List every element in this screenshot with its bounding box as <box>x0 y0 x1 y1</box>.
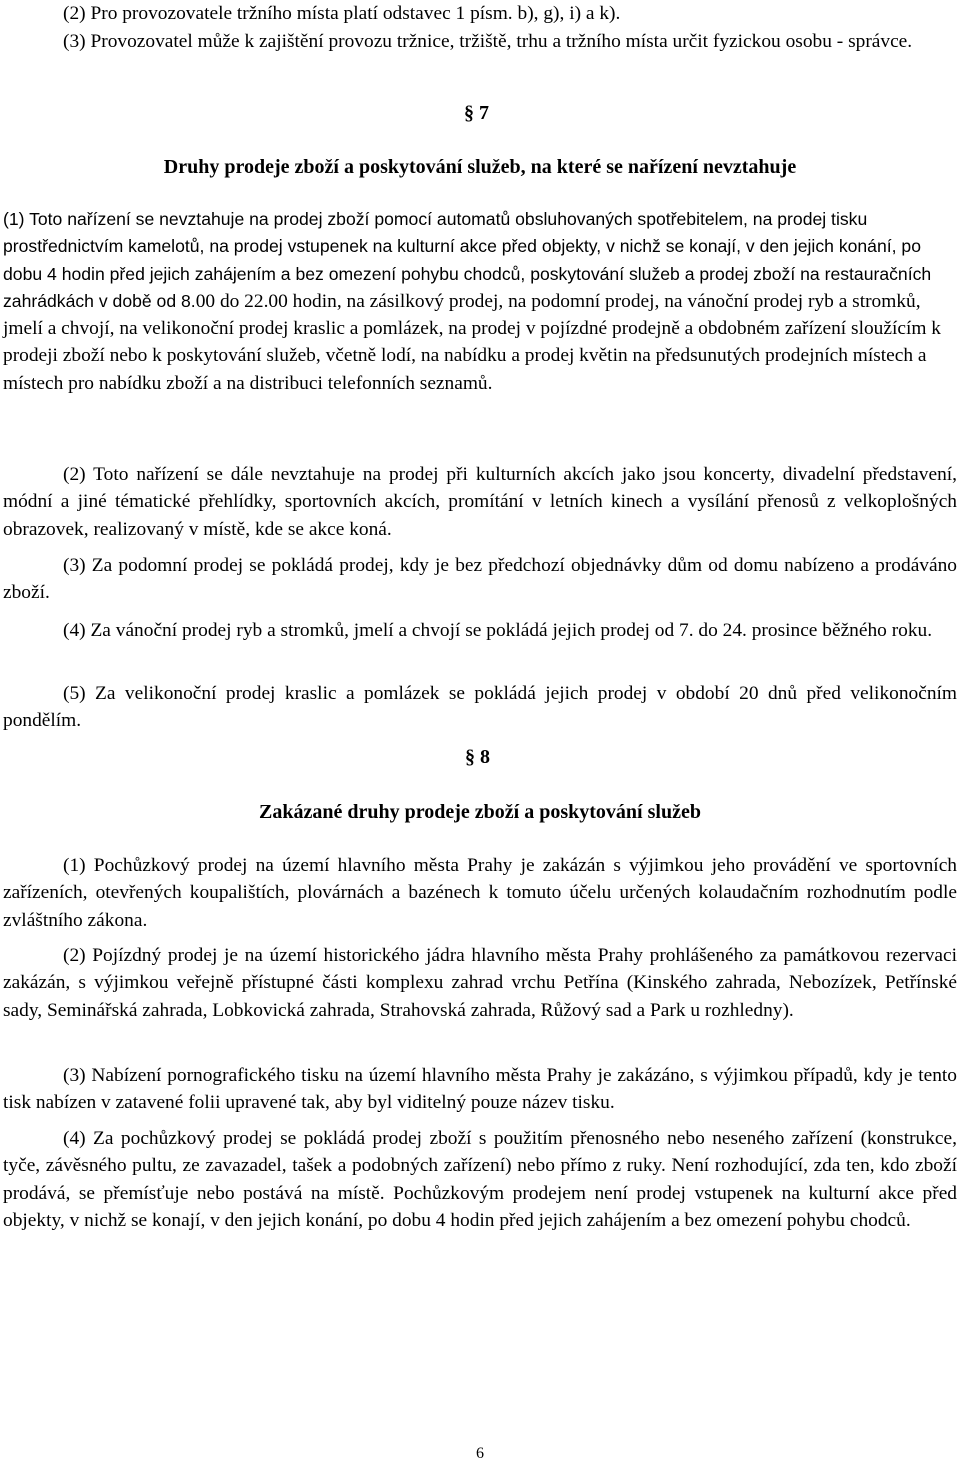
section-8-paragraph-3: (3) Nabízení pornografického tisku na území hlavního města Prahy je zakázáno, s výjimkou případů, kdy je tento tisk nabízen v zatavené folii upravené tak, aby byl viditelný pouze název tisku. <box>3 1065 957 1114</box>
section-7-paragraph-2: (2) Toto nařízení se dále nevztahuje na prodej při kulturních akcích jako jsou koncerty, divadelní představení, módní a jiné tématické přehlídky, sportovních akcích, promítání v letních kinech a vysílání přenosů z velkoplošných obrazovek, realizovaný v místě, kde se akce koná. <box>3 464 957 540</box>
section-7-paragraph-5: (5) Za velikonoční prodej kraslic a pomlázek se pokládá jejich prodej v období 20 dnů před velikonočním pondělím. <box>3 683 957 732</box>
section-7-title: Druhy prodeje zboží a poskytování služeb, na které se nařízení nevztahuje <box>163 156 797 178</box>
section-7-paragraph-1 <box>3 206 957 397</box>
section-7-paragraph-3: (3) Za podomní prodej se pokládá prodej, kdy je bez předchozí objednávky dům od domu nabízeno a prodáváno zboží. <box>3 555 957 604</box>
section-8-mark: § 8 <box>465 746 490 768</box>
paragraph-top-3: (3) Provozovatel může k zajištění provozu tržnice, tržiště, trhu a tržního místa určit fyzickou osobu - správce. <box>63 31 913 52</box>
section-8-paragraph-2: (2) Pojízdný prodej je na území historického jádra hlavního města Prahy prohlášeného za památkovou rezervaci zakázán, s výjimkou veřejně přístupné části komplexu zahrad vrchu Petřína (Kinského zahrada, Nebozízek, Petřínské sady, Seminářská zahrada, Lobkovická zahrada, Strahovská zahrada, Růžový sad a Park u rozhledny). <box>3 945 957 1021</box>
section-7-paragraph-4: (4) Za vánoční prodej ryb a stromků, jmelí a chvojí se pokládá jejich prodej od 7. do 24. prosince běžného roku. <box>63 620 933 641</box>
section-7-mark: § 7 <box>464 102 489 124</box>
section-8-paragraph-1: (1) Pochůzkový prodej na území hlavního města Prahy je zakázán s výjimkou jeho provádění ve sportovních zařízeních, otevřených koupalištích, plovárnách a bazénech k tomuto účelu určených kolaudačním rozhodnutím podle zvláštního zákona. <box>3 855 957 931</box>
section-7-paragraph-1-sans-part: (1) Toto nařízení se nevztahuje na prodej zboží pomocí automatů obsluhovaných spotřebitelem, na prodej tisku prostřednictvím kamelotů, na prodej vstupenek na kulturní akce před objekty, v nichž se konají, v den jejich konání, po dobu 4 hodin před jejich zahájením a bez omezení pohybu chodců, poskytování služeb a prodej zboží na restauračních zahrádkách v době od 8. <box>3 209 932 311</box>
page-number: 6 <box>476 1445 484 1462</box>
paragraph-top-2: (2) Pro provozovatele tržního místa platí odstavec 1 písm. b), g), i) a k). <box>63 3 621 24</box>
section-7-paragraph-1-serif-part: 00 do 22.00 hodin, na zásilkový prodej, na podomní prodej, na vánoční prodej ryb a stromků, jmelí a chvojí, na velikonoční prodej kraslic a pomlázek, na prodej v pojízdné prodejně a obdobném zařízení sloužícím k prodeji zboží nebo k poskytování služeb, včetně lodí, na nabídku a prodej květin na předsunutých prodejních místech a místech pro nabídku zboží a na distribuci telefonních seznamů. <box>3 290 941 394</box>
section-8-title: Zakázané druhy prodeje zboží a poskytování služeb <box>259 801 701 823</box>
section-8-paragraph-4: (4) Za pochůzkový prodej se pokládá prodej zboží s použitím přenosného nebo neseného zařízení (konstrukce, tyče, závěsného pultu, ze zavazadel, tašek a podobných zařízení) nebo přímo z ruky. Není rozhodující, zda ten, kdo zboží prodává, se přemísťuje nebo postává na místě. Pochůzkovým prodejem není prodej vstupenek na kulturní akce před objekty, v nichž se konají, v den jejich konání, po dobu 4 hodin před jejich zahájením a bez omezení pohybu chodců. <box>3 1128 957 1231</box>
